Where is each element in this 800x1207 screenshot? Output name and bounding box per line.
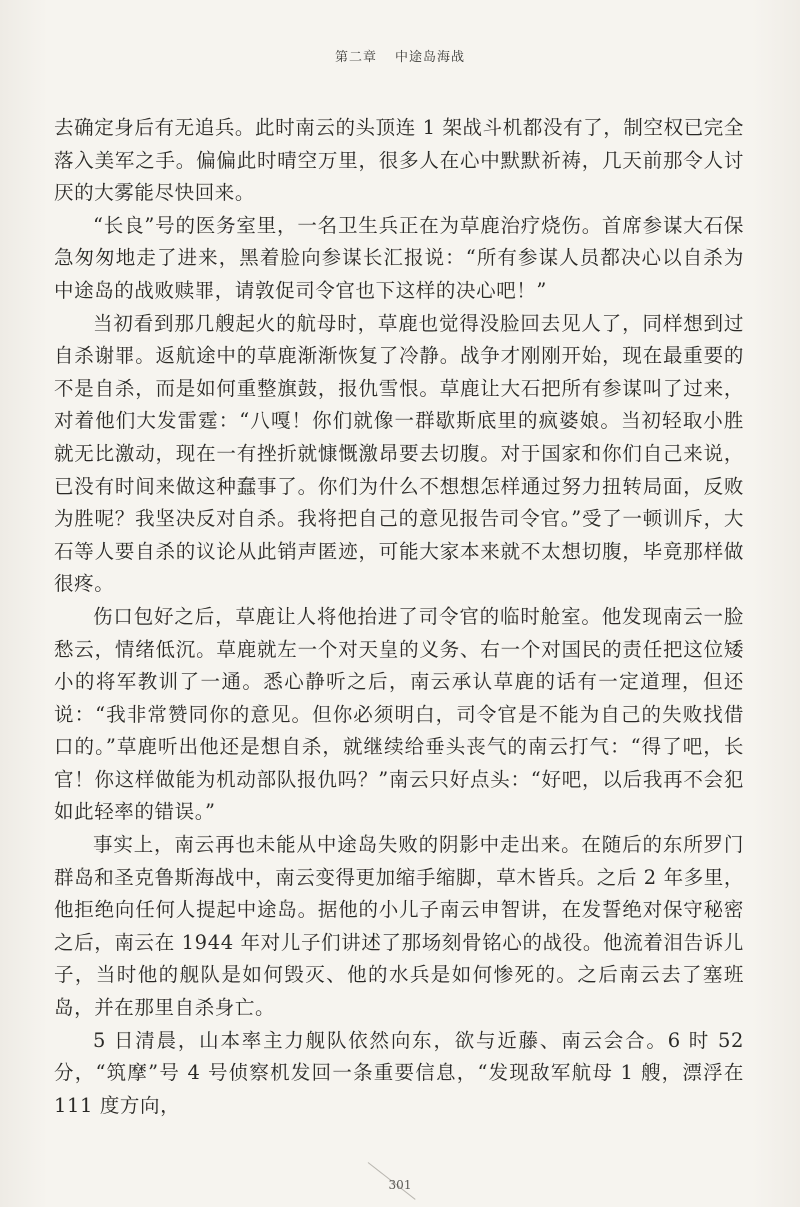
chapter-title: 中途岛海战 — [395, 50, 466, 65]
paragraph-5: 事实上，南云再也未能从中途岛失败的阴影中走出来。在随后的东所罗门群岛和圣克鲁斯海战中，南云变得更加缩手缩脚，草木皆兵。之后 2 年多里，他拒绝向任何人提起中途岛。据他的小儿子南云申智讲，在发誓绝对保守秘密之后，南云在 1944 年对儿子们讲述了那场刻骨铭心的战役。他流着泪告诉儿子，当时他的舰队是如何毁灭、他的水兵是如何惨死的。之后南云去了塞班岛，并在那里自杀身亡。 — [54, 833, 744, 1020]
paragraph-6: 5 日清晨，山本率主力舰队依然向东，欲与近藤、南云会合。6 时 52 分，“筑摩”号 4 号侦察机发回一条重要信息，“发现敌军航母 1 艘，漂浮在 111 度方向， — [54, 1028, 744, 1117]
paragraph-3: 当初看到那几艘起火的航母时，草鹿也觉得没脸回去见人了，同样想到过自杀谢罪。返航途中的草鹿渐渐恢复了冷静。战争才刚刚开始，现在最重要的不是自杀，而是如何重整旗鼓，报仇雪恨。草鹿让大石把所有参谋叫了过来，对着他们大发雷霆：“八嘎！你们就像一群歇斯底里的疯婆娘。当初轻取小胜就无比激动，现在一有挫折就慷慨激昂要去切腹。对于国家和你们自己来说，已没有时间来做这种蠢事了。你们为什么不想想怎样通过努力扭转局面，反败为胜呢？我坚决反对自杀。我将把自己的意见报告司令官。”受了一顿训斥，大石等人要自杀的议论从此销声匿迹，可能大家本来就不太想切腹，毕竟那样做很疼。 — [54, 311, 744, 596]
running-head — [0, 46, 800, 65]
chapter-number: 第二章 — [334, 50, 377, 65]
paragraph-1: 去确定身后有无追兵。此时南云的头顶连 1 架战斗机都没有了，制空权已完全落入美军之手。偏偏此时晴空万里，很多人在心中默默祈祷，几天前那令人讨厌的大雾能尽快回来。 — [54, 116, 744, 205]
paragraph-4: 伤口包好之后，草鹿让人将他抬进了司令官的临时舱室。他发现南云一脸愁云，情绪低沉。草鹿就左一个对天皇的义务、右一个对国民的责任把这位矮小的将军教训了一通。悉心静听之后，南云承认草鹿的话有一定道理，但还说：“我非常赞同你的意见。但你必须明白，司令官是不能为自己的失败找借口的。”草鹿听出他还是想自杀，就继续给垂头丧气的南云打气：“得了吧，长官！你这样做能为机动部队报仇吗？”南云只好点头：“好吧，以后我再不会犯如此轻率的错误。” — [54, 604, 744, 824]
paragraph-2: “长良”号的医务室里，一名卫生兵正在为草鹿治疗烧伤。首席参谋大石保急匆匆地走了进来，黑着脸向参谋长汇报说：“所有参谋人员都决心以自杀为中途岛的战败赎罪，请敦促司令官也下这样的决心吧！” — [54, 213, 744, 302]
page-number: 301 — [388, 1178, 412, 1192]
body-text — [54, 112, 744, 1122]
